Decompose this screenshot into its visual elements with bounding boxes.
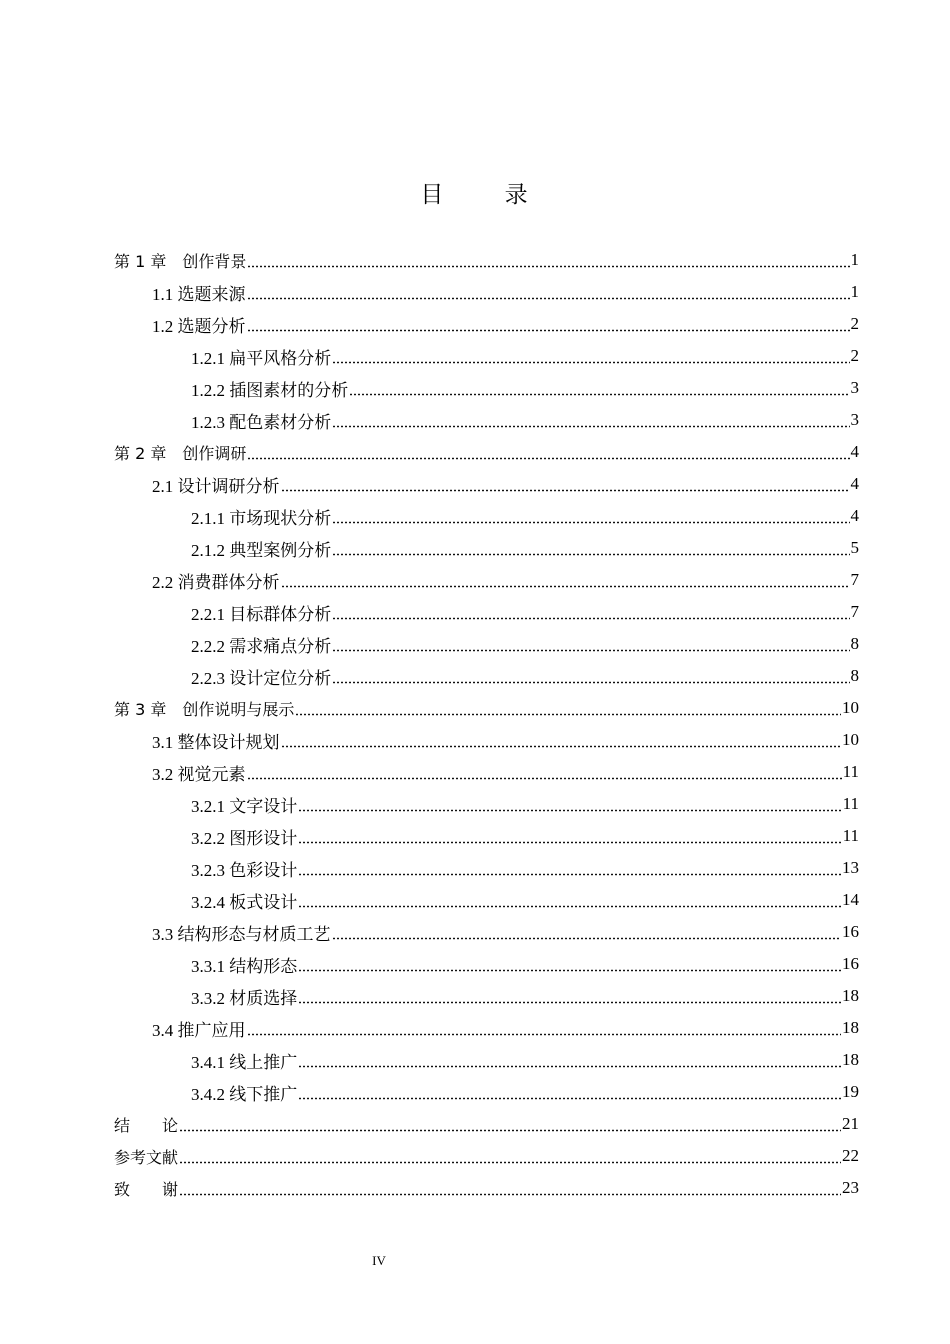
- toc-entry-page: 4: [850, 442, 859, 461]
- toc-entry-label: 2.2.2 需求痛点分析: [191, 636, 332, 656]
- toc-entry-page: 2: [850, 314, 859, 333]
- toc-entry[interactable]: [114, 372, 859, 404]
- toc-leader-dots: [298, 1054, 841, 1068]
- toc-entry[interactable]: [114, 532, 859, 564]
- toc-entry-page: 11: [842, 826, 859, 845]
- toc-entry-page: 4: [850, 474, 859, 493]
- toc-entry-label: 3.2.4 板式设计: [191, 892, 298, 912]
- toc-leader-dots: [298, 990, 841, 1004]
- toc-entry-page: 16: [842, 954, 859, 973]
- toc-entry-label: 2.1.2 典型案例分析: [191, 540, 332, 560]
- toc-entry-label: 第 2 章 创作调研: [114, 443, 247, 463]
- toc-entry-page: 3: [850, 410, 859, 429]
- toc-leader-dots: [332, 510, 849, 524]
- toc-entry[interactable]: [114, 628, 859, 660]
- toc-entry[interactable]: [114, 340, 859, 372]
- toc-entry-label: 3.2.3 色彩设计: [191, 860, 298, 880]
- toc-leader-dots: [295, 702, 841, 716]
- toc-entry-label: 3.1 整体设计规划: [152, 732, 280, 752]
- toc-entry[interactable]: [114, 436, 859, 468]
- toc-entry-page: 4: [850, 506, 859, 525]
- toc-entry[interactable]: [114, 468, 859, 500]
- toc-entry-page: 1: [850, 250, 859, 269]
- toc-entry-page: 16: [842, 922, 859, 941]
- toc-entry-page: 11: [842, 762, 859, 781]
- toc-leader-dots: [247, 286, 850, 300]
- toc-entry-label: 参考文献: [114, 1147, 179, 1167]
- toc-entry-page: 5: [850, 538, 859, 557]
- toc-title: 目 录: [420, 182, 555, 208]
- toc-entry[interactable]: [114, 852, 859, 884]
- toc-entry-label: 3.2 视觉元素: [152, 764, 246, 784]
- toc-entry[interactable]: [114, 980, 859, 1012]
- toc-entry-label: 1.1 选题来源: [152, 284, 246, 304]
- toc-entry-label: 2.1.1 市场现状分析: [191, 508, 332, 528]
- toc-leader-dots: [332, 606, 849, 620]
- toc-entry-label: 3.4.2 线下推广: [191, 1084, 298, 1104]
- toc-entry-page: 23: [842, 1178, 859, 1197]
- toc-entry-label: 2.2.3 设计定位分析: [191, 668, 332, 688]
- toc-leader-dots: [179, 1150, 841, 1164]
- toc-entry-label: 2.2.1 目标群体分析: [191, 604, 332, 624]
- toc-entry[interactable]: [114, 916, 859, 948]
- toc-entry-label: 1.2.2 插图素材的分析: [191, 380, 349, 400]
- toc-leader-dots: [332, 926, 842, 940]
- toc-entry-label: 3.4.1 线上推广: [191, 1052, 298, 1072]
- page-number: IV: [372, 1253, 386, 1268]
- toc-entry[interactable]: [114, 564, 859, 596]
- toc-leader-dots: [247, 254, 849, 268]
- toc-entry-label: 1.2.3 配色素材分析: [191, 412, 332, 432]
- toc-entry-page: 22: [842, 1146, 859, 1165]
- toc-leader-dots: [298, 798, 841, 812]
- toc-entry[interactable]: [114, 788, 859, 820]
- toc-entry-page: 10: [842, 698, 859, 717]
- toc-entry-page: 3: [850, 378, 859, 397]
- toc-entry[interactable]: [114, 884, 859, 916]
- toc-entry-page: 13: [842, 858, 859, 877]
- toc-entry-page: 21: [842, 1114, 859, 1133]
- toc-entry-page: 7: [850, 570, 859, 589]
- toc-leader-dots: [332, 638, 849, 652]
- toc-entry-page: 19: [842, 1082, 859, 1101]
- toc-leader-dots: [281, 734, 842, 748]
- toc-leader-dots: [332, 350, 849, 364]
- toc-entry[interactable]: [114, 948, 859, 980]
- toc-entry[interactable]: [114, 276, 859, 308]
- toc-leader-dots: [332, 542, 849, 556]
- toc-entry[interactable]: [114, 500, 859, 532]
- toc-entry[interactable]: [114, 660, 859, 692]
- toc-entry-label: 3.2.2 图形设计: [191, 828, 298, 848]
- toc-entry[interactable]: [114, 596, 859, 628]
- toc-leader-dots: [332, 670, 849, 684]
- toc-leader-dots: [298, 894, 841, 908]
- toc-entry-label: 1.2.1 扁平风格分析: [191, 348, 332, 368]
- toc-entry[interactable]: [114, 1108, 859, 1140]
- toc-leader-dots: [247, 318, 850, 332]
- toc-leader-dots: [281, 478, 850, 492]
- toc-entry-page: 8: [850, 666, 859, 685]
- toc-entry-page: 7: [850, 602, 859, 621]
- toc-entry-page: 10: [842, 730, 859, 749]
- toc-entry-page: 18: [842, 1050, 859, 1069]
- toc-entry-label: 1.2 选题分析: [152, 316, 246, 336]
- toc-entry-label: 3.3 结构形态与材质工艺: [152, 924, 331, 944]
- toc-leader-dots: [298, 862, 841, 876]
- toc-leader-dots: [281, 574, 850, 588]
- toc-entry-label: 3.3.1 结构形态: [191, 956, 298, 976]
- toc-entry[interactable]: [114, 1044, 859, 1076]
- toc-leader-dots: [332, 414, 849, 428]
- toc-entry[interactable]: [114, 308, 859, 340]
- toc-entry-page: 18: [842, 1018, 859, 1037]
- toc-entry-label: 2.1 设计调研分析: [152, 476, 280, 496]
- toc-leader-dots: [298, 1086, 841, 1100]
- toc-leader-dots: [349, 382, 849, 396]
- toc-entry-label: 致 谢: [114, 1179, 179, 1199]
- toc-entry-page: 2: [850, 346, 859, 365]
- toc-entry-label: 第 1 章 创作背景: [114, 251, 247, 271]
- toc-entry[interactable]: [114, 244, 859, 276]
- toc-entry-page: 18: [842, 986, 859, 1005]
- toc-entry[interactable]: [114, 724, 859, 756]
- toc-entry[interactable]: [114, 1076, 859, 1108]
- toc-leader-dots: [247, 446, 849, 460]
- toc-entry[interactable]: [114, 1012, 859, 1044]
- toc-leader-dots: [179, 1118, 841, 1132]
- toc-entry-label: 结 论: [114, 1115, 179, 1135]
- toc-entry[interactable]: [114, 1172, 859, 1204]
- toc-entry-label: 第 3 章 创作说明与展示: [114, 699, 295, 719]
- toc-leader-dots: [179, 1182, 841, 1196]
- toc-entry-label: 2.2 消费群体分析: [152, 572, 280, 592]
- toc-entry-label: 3.4 推广应用: [152, 1020, 246, 1040]
- table-of-contents: [114, 244, 859, 1204]
- toc-leader-dots: [247, 766, 842, 780]
- toc-entry-page: 1: [850, 282, 859, 301]
- toc-entry-label: 3.3.2 材质选择: [191, 988, 298, 1008]
- toc-leader-dots: [247, 1022, 842, 1036]
- toc-entry-label: 3.2.1 文字设计: [191, 796, 298, 816]
- toc-entry-page: 11: [842, 794, 859, 813]
- toc-leader-dots: [298, 830, 841, 844]
- toc-entry[interactable]: [114, 404, 859, 436]
- toc-leader-dots: [298, 958, 841, 972]
- toc-entry-page: 14: [842, 890, 859, 909]
- toc-entry-page: 8: [850, 634, 859, 653]
- toc-entry[interactable]: [114, 692, 859, 724]
- toc-entry[interactable]: [114, 1140, 859, 1172]
- toc-entry[interactable]: [114, 756, 859, 788]
- toc-entry[interactable]: [114, 820, 859, 852]
